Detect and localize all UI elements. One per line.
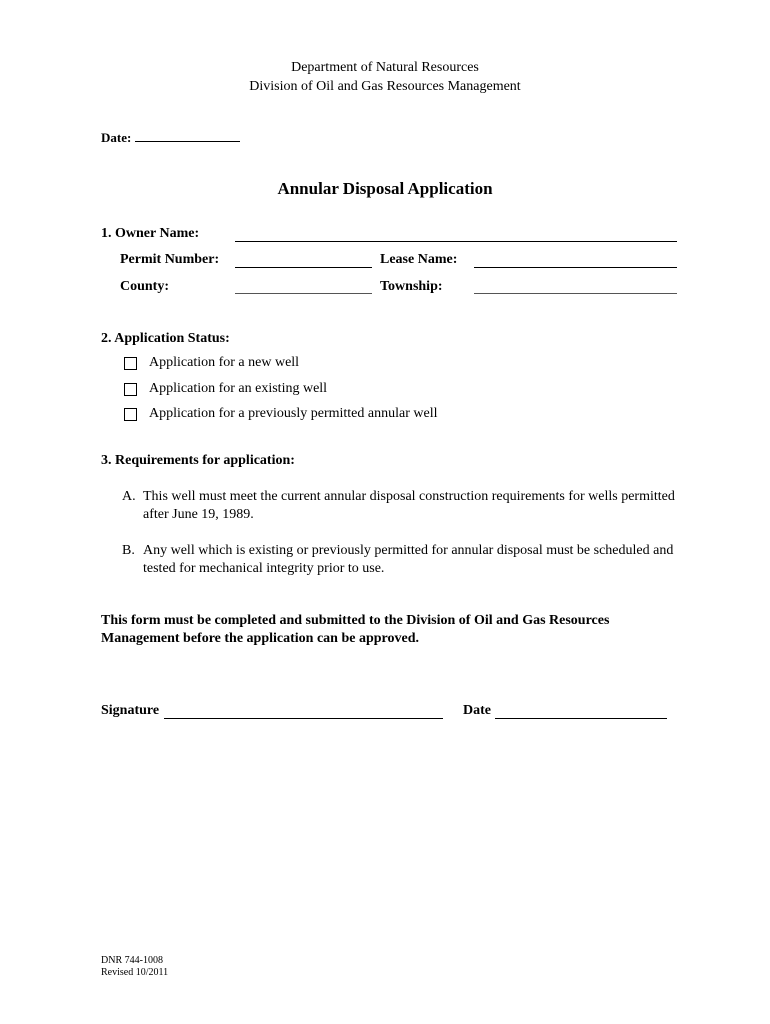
signature-date-label: Date	[463, 703, 491, 718]
status-option-permitted-annular-well	[124, 406, 437, 422]
lease-name-field[interactable]	[474, 267, 677, 268]
owner-name-label: 1. Owner Name:	[101, 226, 200, 241]
department-heading: Department of Natural Resources	[291, 60, 479, 75]
checkbox-permitted-annular-well[interactable]	[124, 408, 137, 421]
checkbox-existing-well[interactable]	[124, 383, 137, 396]
signature-date-field[interactable]	[495, 718, 667, 719]
submission-notice: This form must be completed and submitted to the Division of Oil and Gas Resources Management before the application can be approved.	[101, 613, 610, 646]
status-option-existing-well	[124, 381, 327, 397]
county-field[interactable]	[235, 293, 372, 294]
township-label: Township:	[380, 279, 443, 294]
requirement-b	[122, 542, 682, 578]
form-title: Annular Disposal Application	[277, 179, 493, 198]
requirement-letter: A.	[122, 489, 136, 504]
status-option-label: Application for an existing well	[149, 381, 328, 396]
status-option-label: Application for a previously permitted annular well	[149, 406, 438, 421]
date-label: Date:	[101, 130, 132, 145]
permit-number-label: Permit Number:	[120, 252, 220, 267]
requirement-letter: B.	[122, 543, 135, 558]
requirement-text: Any well which is existing or previously permitted for annular disposal must be scheduled and tested for mechanical integrity prior to use.	[143, 543, 674, 576]
date-field[interactable]	[135, 131, 240, 142]
lease-name-label: Lease Name:	[380, 252, 458, 267]
signature-field[interactable]	[164, 718, 443, 719]
requirements-heading: 3. Requirements for application:	[101, 453, 295, 468]
signature-label: Signature	[101, 703, 160, 718]
owner-name-field[interactable]	[235, 241, 677, 242]
county-label: County:	[120, 279, 170, 294]
permit-number-field[interactable]	[235, 267, 372, 268]
requirement-text: This well must meet the current annular disposal construction requirements for wells permitted after June 19, 1989.	[143, 489, 675, 522]
requirement-a	[122, 488, 682, 524]
revision-date: Revised 10/2011	[101, 967, 169, 978]
form-number: DNR 744-1008	[101, 955, 163, 966]
status-option-new-well	[124, 355, 299, 371]
checkbox-new-well[interactable]	[124, 357, 137, 370]
application-status-heading: 2. Application Status:	[101, 331, 230, 346]
division-heading: Division of Oil and Gas Resources Management	[249, 79, 521, 94]
date-row	[101, 130, 240, 146]
status-option-label: Application for a new well	[149, 355, 300, 370]
township-field[interactable]	[474, 293, 677, 294]
